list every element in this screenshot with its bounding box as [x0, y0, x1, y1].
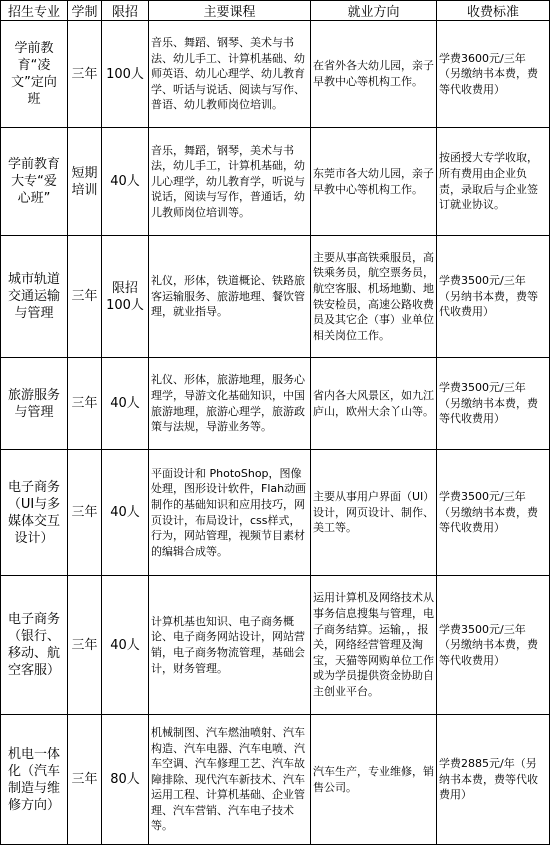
major-cell — [1, 358, 68, 450]
major-name: 旅游服务与管理 — [7, 387, 60, 420]
major-name: 城市轨道交通运输与管理 — [7, 272, 60, 321]
major-cell — [1, 236, 68, 358]
fees-text: 学费3500元/三年（另缴纳书本费，费等代收费用） — [439, 490, 538, 535]
fees-text: 学费3500元/三年（另缴纳书本费，费等代收费用） — [439, 622, 538, 667]
term-cell — [68, 128, 102, 236]
term-value: 三年 — [71, 637, 98, 653]
courses-text: 计算机基也知识、电子商务概论、电子商务网站设计，网站营销，电子商务物流管理，基础会计，财务管理。 — [151, 614, 305, 675]
fees-cell — [437, 358, 550, 450]
term-value: 三年 — [71, 66, 98, 82]
quota-cell — [102, 128, 149, 236]
quota-cell — [102, 715, 149, 845]
courses-text: 平面设计和 PhotoShop，图像处理，图形设计软件，Flah动画制作的基础知识和应用技巧，网页设计，布局设计，css样式，行为，网站管理，视频节目素材的编辑合成等。 — [151, 466, 307, 558]
jobs-text: 运用计算机及网络技术从事务信息搜集与管理，电子商务结算。运输，，报关，网络经营管理及淘宝，天猫等网购单位工作或为学员提供资金协助自主创业平台。 — [313, 591, 434, 698]
header-row — [1, 1, 550, 21]
courses-text: 机械制图、汽车燃油喷射、汽车构造、汽车电器、汽车电喷、汽车空调、汽车修理工艺、汽车故障排除、现代汽车新技术、汽车运用工程、计算机基础、企业管理、汽车营销、汽车电子技术等。 — [151, 725, 305, 833]
jobs-text: 东莞市各大幼儿园，亲子早教中心等机构工作。 — [313, 166, 434, 196]
jobs-cell — [311, 128, 437, 236]
header-jobs: 就业方向 — [311, 1, 437, 21]
quota-value: 80人 — [110, 772, 140, 787]
jobs-cell — [311, 358, 437, 450]
major-name: 学前教育大专“爱心班” — [7, 157, 60, 206]
major-cell — [1, 450, 68, 576]
quota-value: 40人 — [110, 396, 140, 411]
header-fees: 收费标准 — [437, 1, 550, 21]
major-cell — [1, 715, 68, 845]
table-row — [1, 236, 550, 358]
fees-cell — [437, 715, 550, 845]
header-quota: 限招 — [102, 1, 149, 21]
courses-cell — [149, 576, 311, 715]
jobs-text: 主要从事用户界面（UI）设计，网页设计、制作、美工等。 — [313, 490, 434, 535]
table-row — [1, 21, 550, 128]
quota-value: 40人 — [110, 505, 140, 520]
fees-text: 学费3500元/三年（另缴纳书本费，费等代收费用） — [439, 381, 538, 426]
jobs-cell — [311, 715, 437, 845]
quota-value: 40人 — [110, 174, 140, 189]
header-courses: 主要课程 — [149, 1, 311, 21]
fees-cell — [437, 236, 550, 358]
quota-cell — [102, 450, 149, 576]
quota-cell — [102, 21, 149, 128]
table-row — [1, 128, 550, 236]
courses-cell — [149, 450, 311, 576]
fees-text: 学费3500元/三年（另纳书本费，费等代收费用） — [439, 274, 538, 319]
term-cell — [68, 21, 102, 128]
courses-text: 礼仪，形体，铁道概论、铁路旅客运输服务、旅游地理、餐饮管理，就业指导。 — [151, 274, 305, 319]
quota-value: 40人 — [110, 637, 140, 653]
fees-cell — [437, 21, 550, 128]
courses-text: 音乐、舞蹈、钢琴、美术与书法、幼儿手工、计算机基础、幼师英语、幼儿心理学、幼儿教育学、听话与说话、阅读与写作、普语、幼儿教师岗位培训。 — [151, 36, 305, 112]
courses-text: 礼仪、形体，旅游地理，服务心理学，导游文化基础知识，中国旅游地理，旅游心理学，旅游政策与法规，导游业务等。 — [151, 373, 305, 434]
courses-text: 音乐，舞蹈，钢琴，美术与书法，幼儿手工，计算机基础，幼儿心理学，幼儿教育学，听说与说话，阅读与写作，普通话，幼儿教师岗位培训等。 — [151, 143, 305, 219]
term-value: 短期培训 — [71, 165, 98, 198]
term-cell — [68, 358, 102, 450]
header-major: 招生专业 — [1, 1, 68, 21]
major-cell — [1, 576, 68, 715]
courses-cell — [149, 358, 311, 450]
jobs-text: 主要从事高铁乘服员，高铁乘务员，航空票务员，航空客服、机场地勤、地铁安检员，高速公路收费员及其它企（事）业单位相关岗位工作。 — [313, 250, 434, 342]
fees-cell — [437, 450, 550, 576]
courses-cell — [149, 236, 311, 358]
term-cell — [68, 450, 102, 576]
term-cell — [68, 715, 102, 845]
fees-text: 按函授大专学收取，所有费用由企业负责，录取后与企业签订就业协议。 — [439, 151, 538, 212]
jobs-text: 在省外各大幼儿园，亲子早教中心等机构工作。 — [313, 59, 434, 88]
term-value: 三年 — [71, 396, 98, 411]
jobs-cell — [311, 576, 437, 715]
header-term: 学制 — [68, 1, 102, 21]
courses-cell — [149, 21, 311, 128]
jobs-cell — [311, 21, 437, 128]
jobs-text: 汽车生产，专业维修，销售公司。 — [313, 764, 434, 794]
table-row — [1, 715, 550, 845]
fees-cell — [437, 128, 550, 236]
term-value: 三年 — [71, 772, 98, 787]
major-cell — [1, 21, 68, 128]
major-cell — [1, 128, 68, 236]
quota-value: 限招100人 — [106, 280, 144, 313]
quota-cell — [102, 358, 149, 450]
term-value: 三年 — [71, 505, 98, 520]
term-cell — [68, 576, 102, 715]
fees-text: 学费2885元/年（另纳书本费，费等代收费用） — [439, 757, 538, 802]
courses-cell — [149, 715, 311, 845]
table-row — [1, 576, 550, 715]
jobs-cell — [311, 236, 437, 358]
jobs-text: 省内各大风景区，如九江庐山，欧州大余丫山等。 — [313, 388, 434, 418]
term-cell — [68, 236, 102, 358]
quota-cell — [102, 236, 149, 358]
table-row — [1, 358, 550, 450]
fees-text: 学费3600元/三年（另缴纳书本费，费等代收费用） — [439, 51, 538, 96]
term-value: 三年 — [71, 289, 98, 304]
quota-value: 100人 — [106, 66, 144, 82]
fees-cell — [437, 576, 550, 715]
major-name: 学前教育“凌文”定向班 — [11, 41, 57, 107]
quota-cell — [102, 576, 149, 715]
courses-cell — [149, 128, 311, 236]
jobs-cell — [311, 450, 437, 576]
major-name: 电子商务（银行、移动、航空客服） — [7, 612, 60, 678]
table-row — [1, 450, 550, 576]
major-name: 机电一体化（汽车制造与维修方向） — [7, 746, 60, 813]
major-name: 电子商务（UI与多媒体交互设计） — [7, 479, 61, 546]
